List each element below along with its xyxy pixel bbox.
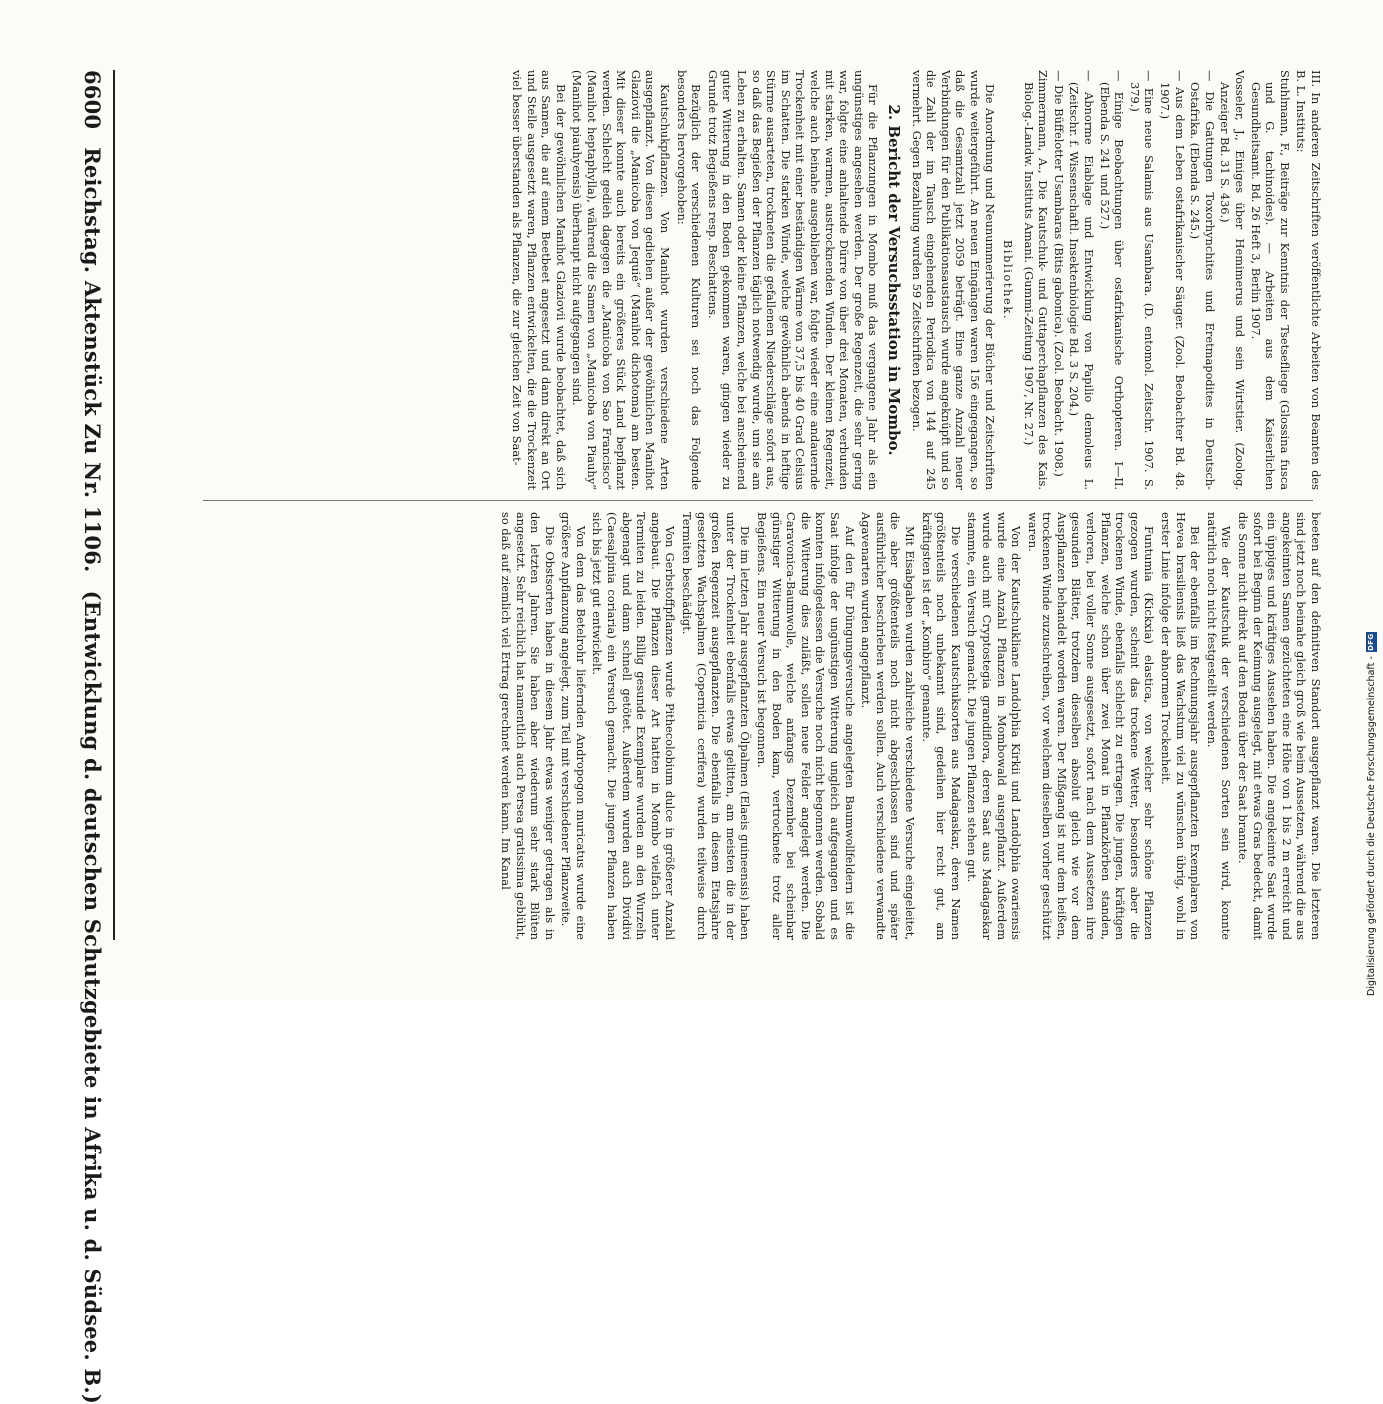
- header-rule: [113, 70, 115, 940]
- left-column: [130, 70, 1323, 490]
- credit-text: Digitalisierung gefördert durch die Deutsche Forschungsgemeinschaft -: [1366, 656, 1377, 996]
- body-paragraph: Die Obstsorten haben in diesem Jahr etwas weniger getragen als in den letzten Jahren. Sie haben aber wiederum sehr stark Blüten angesetzt. Sehr reichlich hat namentlich auch Persea gratissima geblüht, so daß auf ziemlich viel Ertrag gerechnet werden kann. Im Kanal: [498, 512, 557, 940]
- literature-item: Zimmermann, A., Die Kautschuk- und Guttaperchapflanzen des Kais. Biolog.-Landw. Instituts Amani. (Gummi-Zeitung 1907, Nr. 27.): [1021, 70, 1051, 490]
- body-paragraph: Die verschiedenen Kautschuksorten aus Madagaskar, deren Namen größtenteils noch unbekannt sind, gedeihen hier recht gut, am kräftigsten ist der „Kombiro“ genannte.: [919, 512, 963, 940]
- library-heading: Bibliothek.: [1001, 239, 1016, 321]
- body-paragraph: Von Gerbstoffpflanzen wurde Pithecolobium dulce in größerer Anzahl angebaut. Die Pflanzen dieser Art hatten in Mombo vielfach unter Termiten zu leiden. Billig gesunde Exemplare wurden an den Wurzeln abgenagt und dann schnell getötet. Außerdem wurden auch Dividivi (Caesalpinia coriaria) ein Versuch gemacht. Die jungen Pflanzen haben sich bis jetzt gut entwickelt.: [590, 512, 678, 940]
- page-number: 6600: [80, 70, 105, 130]
- library-paragraph: Die Anordnung und Neunummerierung der Bücher und Zeitschriften wurde weitergeführt. An neuen Eingängen waren 156 eingegangen, so daß die Gesamtzahl jetzt 2059 beträgt. Eine ganze Anzahl neuer Verbindungen für den Publikationsaustausch wurde angeknüpft und so die Zahl der im Tausch eingehenden Periodica von 144 auf 245 vermehrt. Gegen Bezahlung wurden 59 Zeitschriften bezogen.: [909, 70, 997, 490]
- literature-list: [1021, 70, 1292, 490]
- body-paragraph: Bei der gewöhnlichen Manihot Glaziovii wurde beobachtet, daß sich aus Samen, die auf einem Beetbeet angesetzt und dann direkt an Ort und Stelle ausgesetzt waren, Pflanzen entwickelten, die die Trockenzeit viel besser überstanden als Pflanzen, die zur gleichen Zeit von Saat-: [510, 70, 568, 490]
- body-paragraph: Von dem das Betelrohr liefernden Andropogon muricatus wurde eine größere Anpflanzung angelegt, zum Teil mit verschiedener Pflanzweite.: [559, 512, 588, 940]
- literature-item: Vosseler, J., Einiges über Hemimerus und sein Wirtstier. (Zoolog. Anzeiger Bd. 31 S. 436.): [1218, 70, 1248, 490]
- body-paragraph: Bezüglich der verschiedenen Kulturen sei noch das Folgende besonders hervorgehoben:: [674, 70, 704, 490]
- body-paragraph: Für die Pflanzungen in Mombo muß das vergangene Jahr als ein ungünstiges angesehen werden. Der große Regenzeit, die sehr gering war, folgte eine anhaltende Dürre von über drei Monaten, verbunden mit starken, warmen, austrocknenden Winden. Der kleinen Regenzeit, welche auch beinahe ausgeblieben war, folgte wieder eine andauernde Trockenheit mit einer beständigen Wärme von 37,5 bis 40 Grad Celsius im Schatten. Die starken Winde, welche gewöhnlich abends in heftige Stürme ausarteten, trockneten die gefallenen Niederschläge sofort aus, so daß das Begießen der Pflanzen täglich notwendig wurde, um sie am Leben zu erhalten. Samen oder kleine Pflanzen, welche bei anscheinend guter Witterung in den Boden gekommen waren, gingen wieder zu Grunde trotz Begießens resp. Beschattens.: [705, 70, 881, 490]
- body-paragraph: Auf den für Düngungsversuche angelegten Baumwollfeldern ist die Saat infolge der ungünstigen Witterung ungleich aufgegangen und es konnten infolgedessen die Versuche noch nicht begonnen werden. Sobald die Witterung dies zuläßt, sollen neue Felder angelegt werden. Die Caravonica-Baumwolle, welche anfangs Dezember bei scheinbar günstiger Witterung in den Boden kam, vertrocknete trotz aller Begießens. Ein neuer Versuch ist begonnen.: [755, 512, 857, 940]
- literature-item: — Die Gattungen Toxorhynchites und Eretmapodites in Deutsch-Ostafrika. (Ebenda S. 245.): [1188, 70, 1217, 490]
- literature-item: — Eine neue Salamis aus Usambara. (D. entomol. Zeitschr. 1907. S. 379.): [1127, 70, 1157, 490]
- column-divider: [203, 500, 1313, 501]
- literature-item: — Die Büffelotter Usambaras (Bitis gabonica). (Zool. Beobacht. 1908.): [1051, 70, 1066, 477]
- body-paragraph: Mit Eisabgaben wurden zahlreiche verschiedene Versuche eingeleitet, die aber größtenteils noch nicht abgeschlossen sind und später ausführlicher beschrieben werden sollen. Auch verschiedene verwandte Agavenarten wurden angepflanzt.: [859, 512, 917, 940]
- right-column: [130, 512, 1323, 940]
- publication-title: Reichstag. Aktenstück Zu Nr. 1106.: [80, 147, 105, 573]
- literature-item: Stuhlmann, F., Beiträge zur Kenntnis der Tsetsefliege (Glossina fusca und G. tachinoides). — Arbeiten aus dem Kaiserlichen Gesundheitsamt. Bd. 26 Heft 3, Berlin 1907.: [1248, 70, 1292, 490]
- literature-item: — Abnorme Eiablage und Entwicklung von Papilio demoleus L. (Zeitschr. f. Wissenschaftl. Insektenbiologie Bd. 3 S. 204.): [1067, 70, 1097, 490]
- literature-item: — Aus dem Leben ostafrikanischer Säuger. (Zool. Beobachter Bd. 48. 1907.): [1158, 70, 1187, 490]
- dfg-logo: DFG: [1367, 633, 1375, 651]
- body-paragraph: Bei der ebenfalls im Rechnungsjahr ausgepflanzten Exemplaren von Hevea brasiliensis ließ das Wachstum viel zu wünschen übrig, wohl in erster Linie infolge der abnormen Trockenheit.: [1159, 512, 1203, 940]
- section-heading: 2. Bericht der Versuchsstation in Mombo.: [884, 104, 903, 456]
- body-paragraph: Kautschukpflanzen. Von Manihot wurden verschiedene Arten ausgepflanzt. Von diesen gediehen außer der gewöhnlichen Manihot Glaziovii die „Manicoba von Jequié“ (Manihot dichotoma) am besten. Mit dieser konnte auch bereits ein größeres Stück Land bepflanzt werden. Schlecht gedieh dagegen die „Manicoba von Sao Francisco“ (Manihot heptaphylla), während die Samen von „Manicoba von Piauhy“ (Manihot piauhyensis) überhaupt nicht aufgegangen sind.: [570, 70, 673, 490]
- page-header: [65, 70, 105, 1404]
- subject-title: (Entwicklung d. deutschen Schutzgebiete in Afrika u. d. Südsee. B.): [80, 590, 105, 1404]
- literature-item: — Einige Beobachtungen über ostafrikanische Orthopteren. I—II. (Ebenda S. 241 und 527.): [1097, 70, 1127, 490]
- intro-paragraph: III. In anderen Zeitschriften veröffentlichte Arbeiten von Beamten des B. L. Instituts:: [1294, 70, 1323, 490]
- body-paragraph: Von der Kautschukliane Landolphia Kirkii und Landolphia owariensis wurde eine Anzahl Pflanzen in Mombowald ausgepflanzt. Außerdem wurde auch mit Cryptostegia grandiflora, deren Saat aus Madagaskar stammte, ein Versuch gemacht. Die jungen Pflanzen stehen gut.: [965, 512, 1024, 940]
- body-paragraph: Die im letzten Jahr ausgepflanzten Ölpalmen (Elaeis guineensis) haben unter der Trockenheit ebenfalls etwas gelitten, am meisten die in der großen Regenzeit ausgepflanzten. Die ebenfalls in diesem Etatsjahre gesetzten Wachspalmen (Copernicia cerifera) wurden teilweise durch Termiten beschädigt.: [680, 512, 753, 940]
- body-paragraph: Wie der Kautschuk der verschiedenen Sorten sein wird, konnte natürlich noch nicht festgestellt werden.: [1204, 512, 1234, 940]
- body-paragraph: beeten auf den definitiven Standort ausgepflanzt waren. Die letzteren sind jetzt noch beinahe gleich groß wie beim Aussetzen, während die aus angekeimten Samen gezüchteten eine Höhe von 1 bis 2 m erreicht und ein üppiges und kräftiges Aussehen haben. Die angekeimte Saat wurde sofort bei Beginn der Keimung ausgelegt, mit etwas Gras bedeckt, damit die Sonne nicht direkt auf den Boden über der Saat brannte.: [1236, 512, 1323, 940]
- digitization-credit: [1366, 632, 1377, 996]
- body-paragraph: Funtumia (Kickxia) elastica, von welcher sehr schöne Pflanzen gezogen wurden, scheint das trockene Wetter, besonders aber die trockenen Winde, ebenfalls schlecht zu ertragen. Die jungen, kräftigen Pflanzen, welche schon über zwei Monat in Pflanzkörben standen, verloren, bei voller Sonne ausgesetzt, sofort nach dem Aussetzen ihre gesunden Blätter, trotzdem dieselben absolut gleich wie vor dem Auspflanzen behandelt worden waren. Der Mißgang ist nur dem heißen, trockenen Winde zuzuschreiben, vor welchem dieselben vorher geschützt waren.: [1025, 512, 1157, 940]
